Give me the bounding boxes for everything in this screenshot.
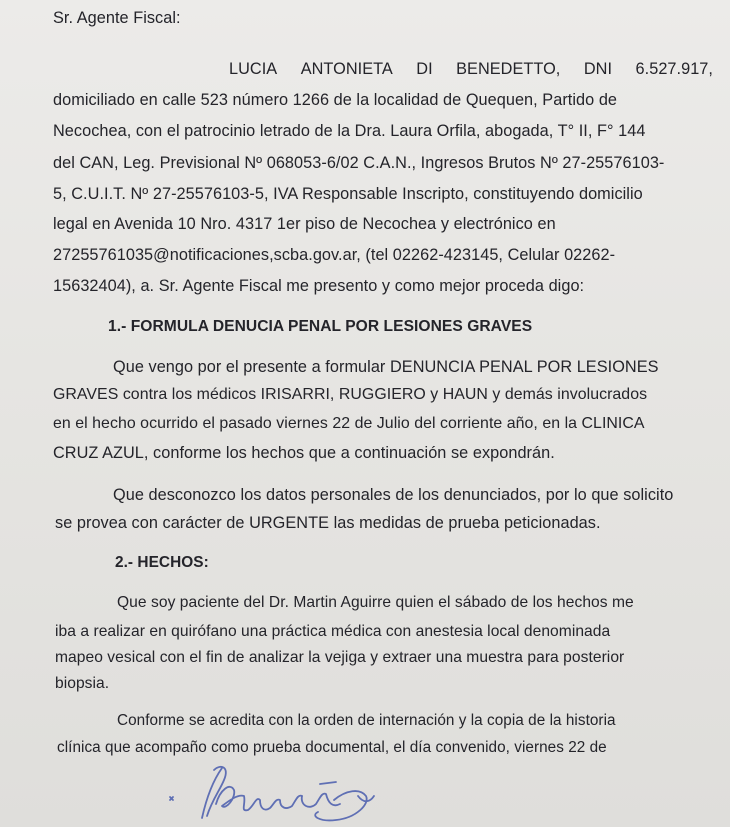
paragraph-line: mapeo vesical con el fin de analizar la vejiga y extraer una muestra para posterior <box>55 649 625 666</box>
intro-word: ANTONIETA <box>300 60 393 78</box>
intro-line: 5, C.U.I.T. Nº 27-25576103-5, IVA Responsable Inscripto, constituyendo domicilio <box>53 185 643 203</box>
section-heading: 1.- FORMULA DENUCIA PENAL POR LESIONES GRAVES <box>108 318 533 335</box>
intro-word: 6.527.917, <box>635 60 713 78</box>
intro-first-line <box>229 59 713 79</box>
paragraph-line: biopsia. <box>55 675 110 692</box>
paragraph-line: CRUZ AZUL, conforme los hechos que a continuación se expondrán. <box>53 444 555 462</box>
intro-word: DNI <box>583 60 613 78</box>
intro-word: DI <box>416 60 433 78</box>
salutation: Sr. Agente Fiscal: <box>53 9 181 27</box>
paragraph-line: iba a realizar en quirófano una práctica médica con anestesia local denominada <box>55 623 611 640</box>
intro-word: LUCIA <box>229 60 278 78</box>
intro-line: Necochea, con el patrocinio letrado de la Dra. Laura Orfila, abogada, T° II, F° 144 <box>53 122 646 140</box>
intro-line: domiciliado en calle 523 número 1266 de la localidad de Quequen, Partido de <box>53 91 618 109</box>
paragraph-line: Que vengo por el presente a formular DENUNCIA PENAL POR LESIONES <box>113 358 659 376</box>
paragraph-line: en el hecho ocurrido el pasado viernes 22 de Julio del corriente año, en la CLINICA <box>53 415 645 432</box>
paragraph-line: se provea con carácter de URGENTE las medidas de prueba peticionadas. <box>55 514 601 532</box>
intro-line: del CAN, Leg. Previsional Nº 068053-6/02 C.A.N., Ingresos Brutos Nº 27-25576103- <box>53 154 665 172</box>
paragraph-line: GRAVES contra los médicos IRISARRI, RUGGIERO y HAUN y demás involucrados <box>53 386 648 403</box>
paragraph-line: Que soy paciente del Dr. Martin Aguirre quien el sábado de los hechos me <box>117 594 634 611</box>
intro-line: legal en Avenida 10 Nro. 4317 1er piso de Necochea y electrónico en <box>53 215 556 233</box>
paragraph-line: Que desconozco los datos personales de los denunciados, por lo que solicito <box>113 486 674 504</box>
intro-line: 15632404), a. Sr. Agente Fiscal me presento y como mejor proceda digo: <box>53 277 585 295</box>
section-heading: 2.- HECHOS: <box>115 554 209 571</box>
handwritten-signature <box>160 760 400 827</box>
intro-line: 27255761035@notificaciones,scba.gov.ar, (tel 02262-423145, Celular 02262- <box>53 246 616 264</box>
paragraph-line: clínica que acompaño como prueba documental, el día convenido, viernes 22 de <box>57 739 607 756</box>
intro-word: BENEDETTO, <box>456 60 561 78</box>
paragraph-line: Conforme se acredita con la orden de internación y la copia de la historia <box>117 712 616 729</box>
